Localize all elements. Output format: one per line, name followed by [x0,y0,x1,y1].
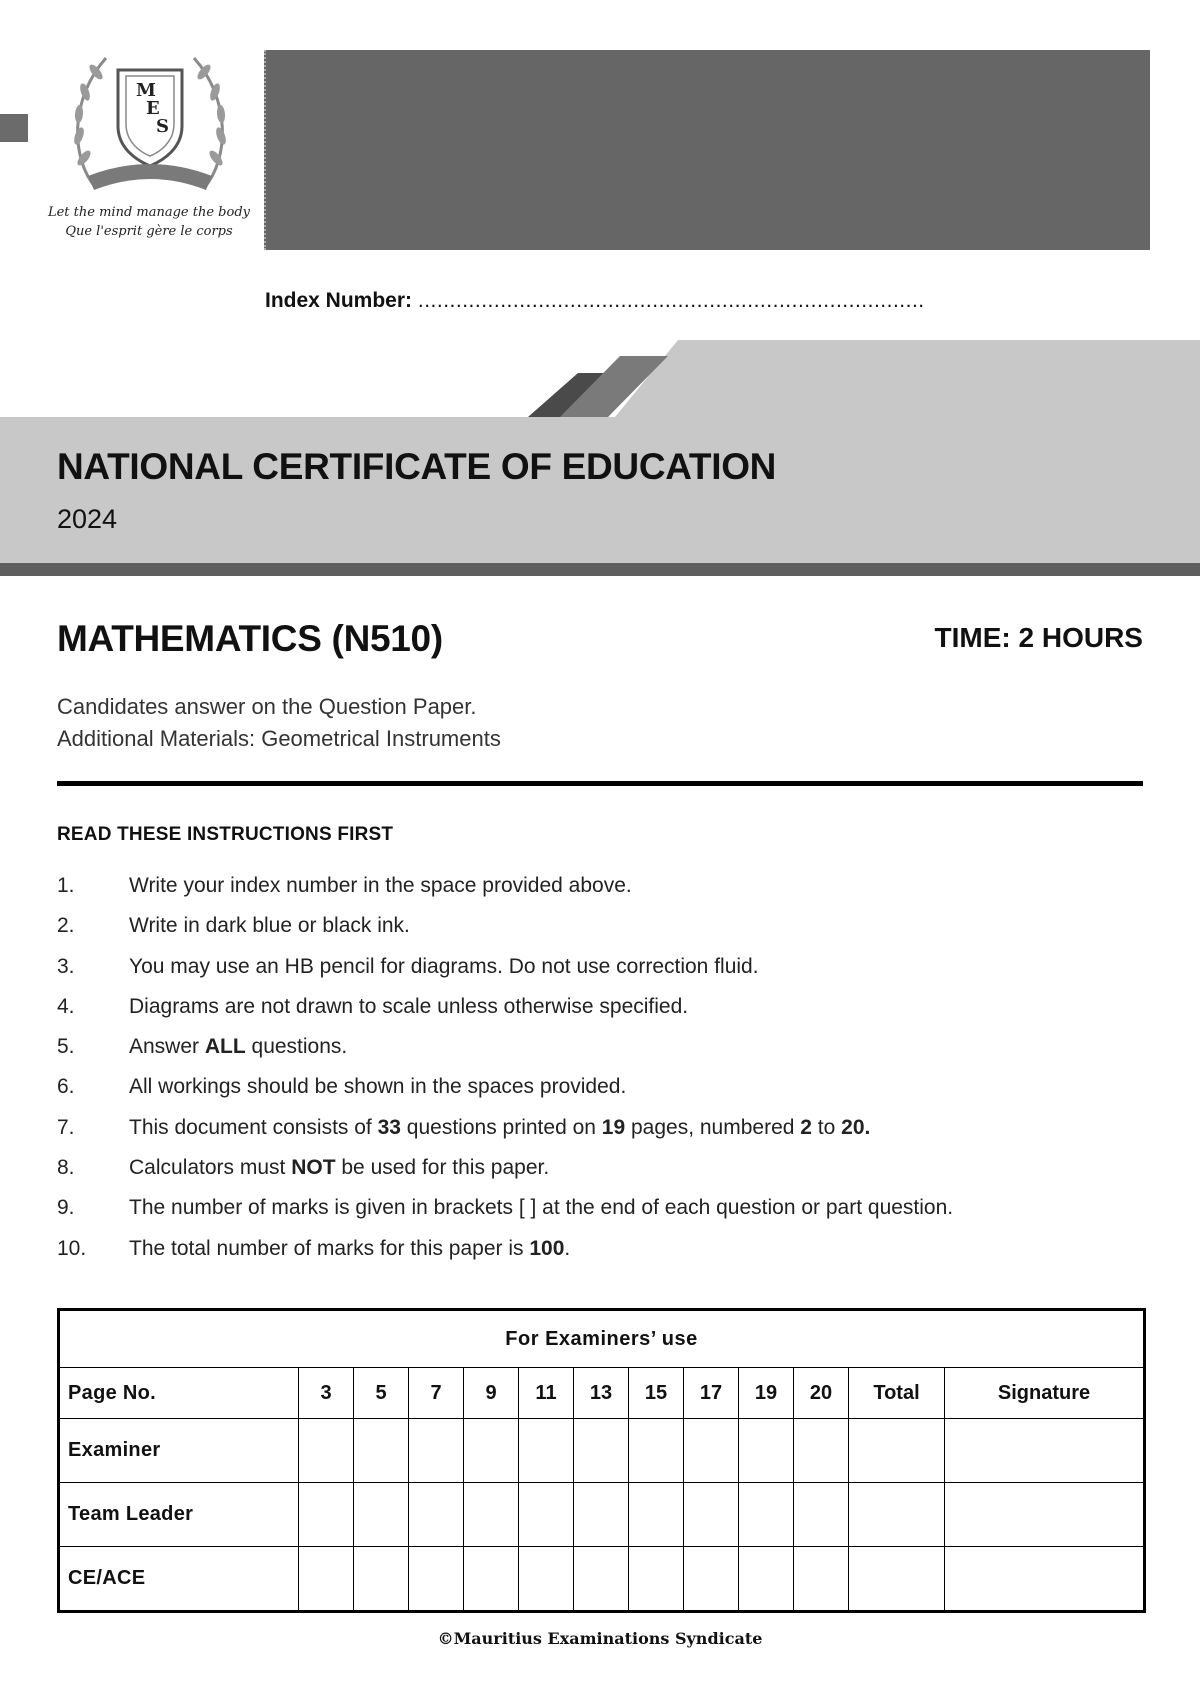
instruction-number: 1. [57,874,75,897]
instruction-number: 5. [57,1035,75,1059]
instruction-emphasis: ALL [204,1035,246,1059]
mark-entry-cell[interactable] [299,1419,354,1483]
instruction-number: 7. [57,1115,75,1139]
mark-entry-cell[interactable] [849,1483,945,1547]
instruction-number: 6. [57,1075,75,1099]
instruction-fragment: to [811,1115,842,1139]
logo-initial-e: E [146,98,160,119]
instruction-text [129,1116,870,1140]
instruction-emphasis: 2 [800,1115,812,1139]
instruction-fragment: This document consists of [129,1115,378,1139]
instruction-fragment: questions. [245,1035,348,1059]
mark-entry-cell[interactable] [464,1547,519,1612]
instruction-fragment: The number of marks is given in brackets [ ] at the end of each question or part question. [129,1196,954,1220]
mark-entry-cell[interactable] [945,1547,1145,1612]
instruction-item [57,874,1157,914]
header-grey-box [264,50,1150,250]
mark-entry-cell[interactable] [354,1547,409,1612]
mark-entry-cell[interactable] [684,1547,739,1612]
instruction-item [57,1196,1157,1236]
instruction-item [57,1075,1157,1115]
page-number-header: 11 [519,1368,574,1419]
materials-note: Additional Materials: Geometrical Instruments [57,726,501,751]
mark-entry-cell[interactable] [794,1547,849,1612]
motto-english: Let the mind manage the body [47,205,250,220]
instruction-fragment: All workings should be shown in the spaces provided. [129,1075,627,1099]
mark-entry-cell[interactable] [464,1483,519,1547]
mark-entry-cell[interactable] [629,1483,684,1547]
index-number-field[interactable]: ................................................................................ [417,289,925,312]
instruction-fragment: questions printed on [400,1115,602,1139]
page-number-header: 13 [574,1368,629,1419]
instruction-item [57,955,1157,995]
table-caption: For Examiners’ use [59,1310,1145,1368]
mark-entry-cell[interactable] [739,1419,794,1483]
instruction-fragment: Answer [129,1035,205,1059]
row-label: Team Leader [59,1483,299,1547]
instruction-emphasis: NOT [291,1156,336,1180]
motto-french: Que l'esprit gère le corps [65,224,233,239]
instruction-emphasis: 33 [377,1115,401,1139]
index-number-label: Index Number: [265,289,413,312]
exam-title: NATIONAL CERTIFICATE OF EDUCATION [57,446,777,487]
instruction-text [129,1156,549,1180]
page-number-header: 20 [794,1368,849,1419]
mark-entry-cell[interactable] [794,1419,849,1483]
index-number-line [265,289,925,313]
mark-entry-cell[interactable] [684,1419,739,1483]
copyright-footer: ©Mauritius Examinations Syndicate [437,1629,763,1648]
instruction-number: 8. [57,1156,75,1180]
total-header: Total [849,1368,945,1419]
mark-entry-cell[interactable] [849,1547,945,1612]
instruction-item [57,914,1157,954]
instruction-number: 2. [57,914,75,938]
mark-entry-cell[interactable] [945,1483,1145,1547]
mark-entry-cell[interactable] [409,1483,464,1547]
instruction-emphasis: 100 [529,1236,565,1260]
instructions-heading: READ THESE INSTRUCTIONS FIRST [57,824,394,845]
instruction-item [57,995,1157,1035]
mark-entry-cell[interactable] [299,1483,354,1547]
instruction-text [129,995,688,1019]
instruction-item [57,1035,1157,1075]
row-label: Examiner [59,1419,299,1483]
instruction-fragment: You may use an HB pencil for diagrams. Do not use correction fluid. [129,954,759,978]
instruction-number: 3. [57,954,75,978]
instruction-text [129,955,759,979]
instruction-item [57,1237,1157,1277]
instruction-fragment: Write your index number in the space provided above. [129,874,632,897]
subject-title: MATHEMATICS (N510) [57,618,443,659]
page-number-header: 7 [409,1368,464,1419]
table-row [59,1419,1145,1483]
page-number-header: 15 [629,1368,684,1419]
mark-entry-cell[interactable] [739,1483,794,1547]
instruction-emphasis: 20. [841,1115,871,1139]
instruction-item [57,1116,1157,1156]
section-divider [57,781,1143,786]
logo-initial-s: S [156,116,169,137]
instruction-number: 10. [57,1236,87,1260]
instruction-text [129,1196,953,1220]
mark-entry-cell[interactable] [409,1419,464,1483]
mark-entry-cell[interactable] [629,1419,684,1483]
signature-header: Signature [945,1368,1145,1419]
instruction-fragment: pages, numbered [625,1115,801,1139]
mark-entry-cell[interactable] [519,1547,574,1612]
mark-entry-cell[interactable] [519,1419,574,1483]
instruction-number: 9. [57,1196,75,1220]
instructions-list [57,874,1157,1277]
row-label: CE/ACE [59,1547,299,1612]
page-number-header: 17 [684,1368,739,1419]
examiners-use-table [57,1308,1146,1613]
instruction-fragment: . [564,1236,571,1260]
table-row [59,1483,1145,1547]
side-tab-marker [0,114,28,142]
page-number-header: 5 [354,1368,409,1419]
mark-entry-cell[interactable] [574,1483,629,1547]
instruction-emphasis: 19 [601,1115,626,1139]
page-number-header: 9 [464,1368,519,1419]
instruction-fragment: Diagrams are not drawn to scale unless otherwise specified. [129,994,689,1018]
page-no-header: Page No. [59,1368,299,1419]
mark-entry-cell[interactable] [574,1547,629,1612]
mark-entry-cell[interactable] [945,1419,1145,1483]
mark-entry-cell[interactable] [794,1483,849,1547]
mark-entry-cell[interactable] [299,1547,354,1612]
mark-entry-cell[interactable] [464,1419,519,1483]
instruction-text [129,874,632,898]
instruction-fragment: Write in dark blue or black ink. [129,914,410,938]
page-number-header: 19 [739,1368,794,1419]
mark-entry-cell[interactable] [629,1547,684,1612]
instruction-fragment: Calculators must [129,1156,292,1180]
instruction-fragment: The total number of marks for this paper is [129,1236,530,1260]
mark-entry-cell[interactable] [519,1483,574,1547]
mes-crest-logo [66,48,234,206]
instruction-fragment: be used for this paper. [335,1156,550,1180]
instruction-item [57,1156,1157,1196]
mark-entry-cell[interactable] [849,1419,945,1483]
exam-time: TIME: 2 HOURS [934,622,1143,653]
instruction-text [129,1075,626,1099]
logo-initial-m: M [136,80,156,101]
table-row [59,1547,1145,1612]
instruction-text [129,914,410,938]
instruction-text [129,1237,570,1261]
exam-year: 2024 [57,504,118,534]
candidates-note: Candidates answer on the Question Paper. [57,694,477,719]
mark-entry-cell[interactable] [684,1483,739,1547]
mark-entry-cell[interactable] [574,1419,629,1483]
instruction-text [129,1035,347,1059]
mark-entry-cell[interactable] [409,1547,464,1612]
mark-entry-cell[interactable] [739,1547,794,1612]
mark-entry-cell[interactable] [354,1483,409,1547]
mark-entry-cell[interactable] [354,1419,409,1483]
instruction-number: 4. [57,994,75,1018]
page-number-header: 3 [299,1368,354,1419]
